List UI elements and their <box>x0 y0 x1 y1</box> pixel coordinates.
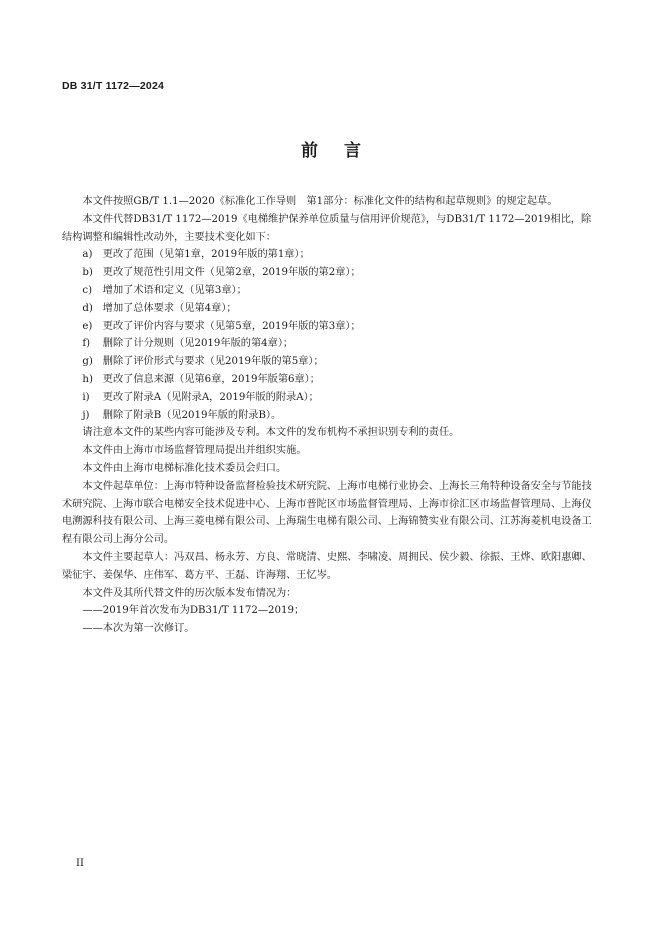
change-text: 增加了术语和定义（见第3章）； <box>102 284 247 296</box>
change-label: b) <box>82 267 93 279</box>
change-label: e) <box>82 320 93 332</box>
change-text: 删除了附录B（见2019年版的附录B）。 <box>102 409 282 421</box>
change-item <box>62 335 594 353</box>
change-item <box>62 246 594 264</box>
change-text: 更改了信息来源（见第6章，2019年版第6章）； <box>102 373 320 385</box>
change-item <box>62 300 594 318</box>
paragraph-drafting-rules: 本文件按照GB/T 1.1—2020《标准化工作导则 第1部分：标准化文件的结构和起草规则》的规定起草。 <box>82 196 558 207</box>
change-label: j) <box>82 409 90 421</box>
change-item <box>62 353 594 371</box>
change-item <box>62 264 594 282</box>
change-text: 更改了附录A（见附录A，2019年版的附录A）； <box>102 391 319 403</box>
change-item <box>62 282 594 300</box>
change-text: 删除了评价形式与要求（见2019年版的第5章）； <box>102 356 324 368</box>
document-code: DB 31/T 1172—2024 <box>62 80 165 92</box>
paragraph-history-revision: ——本次为第一次修订。 <box>82 623 195 635</box>
page-title: 前言 <box>301 141 387 161</box>
paragraph-history-intro: 本文件及其所代替文件的历次版本发布情况为： <box>82 587 297 599</box>
paragraph-patent-notice: 请注意本文件的某些内容可能涉及专利。本文件的发布机构不承担识别专利的责任。 <box>82 427 460 439</box>
change-text: 更改了规范性引用文件（见第2章，2019年版的第2章）； <box>102 267 361 279</box>
change-label: d) <box>82 302 93 314</box>
change-text: 增加了总体要求（见第4章）； <box>102 302 237 314</box>
paragraph-drafters: 本文件主要起草人：冯双昌、杨永芳、方良、常晓清、史熙、李啸凌、周拥民、侯少毅、徐振、王烨、欧阳惠卿、梁征宇、姜保华、庄伟军、葛方平、王磊、许海翔、王忆岑。 <box>62 551 592 581</box>
change-item <box>62 371 594 389</box>
change-label: f) <box>82 338 91 350</box>
change-text: 更改了评价内容与要求（见第5章，2019年版的第3章）； <box>102 320 361 332</box>
paragraph-committee: 本文件由上海市电梯标准化技术委员会归口。 <box>82 462 287 474</box>
change-item <box>62 389 594 407</box>
change-label: g) <box>82 356 93 368</box>
foreword-body <box>62 193 594 638</box>
change-label: a) <box>82 249 93 261</box>
paragraph-replacement: 本文件代替DB31/T 1172—2019《电梯维护保养单位质量与信用评价规范》，与DB31/T 1172—2019相比，除结构调整和编辑性改动外，主要技术变化如下： <box>62 213 592 243</box>
paragraph-drafting-units: 本文件起草单位：上海市特种设备监督检验技术研究院、上海市电梯行业协会、上海长三角特种设备安全与节能技术研究院、上海市联合电梯安全技术促进中心、上海市普陀区市场监督管理局、上海市徐汇区市场监督管理局、上海仪电溯源科技有限公司、上海三菱电梯有限公司、上海瑞生电梯有限公司、上海锦赞实业有限公司、江苏海菱机电设备工程有限公司上海分公司。 <box>62 480 592 546</box>
change-text: 更改了范围（见第1章，2019年版的第1章）； <box>102 249 310 261</box>
change-label: i) <box>82 391 90 403</box>
paragraph-history-first: ——2019年首次发布为DB31/T 1172—2019； <box>82 605 305 617</box>
change-item <box>62 407 594 425</box>
paragraph-proposer: 本文件由上海市市场监督管理局提出并组织实施。 <box>82 445 307 457</box>
change-item <box>62 318 594 336</box>
change-label: c) <box>82 284 93 296</box>
page-number: II <box>76 858 84 869</box>
change-text: 删除了计分规则（见2019年版的第4章）； <box>102 338 294 350</box>
change-label: h) <box>82 373 93 385</box>
